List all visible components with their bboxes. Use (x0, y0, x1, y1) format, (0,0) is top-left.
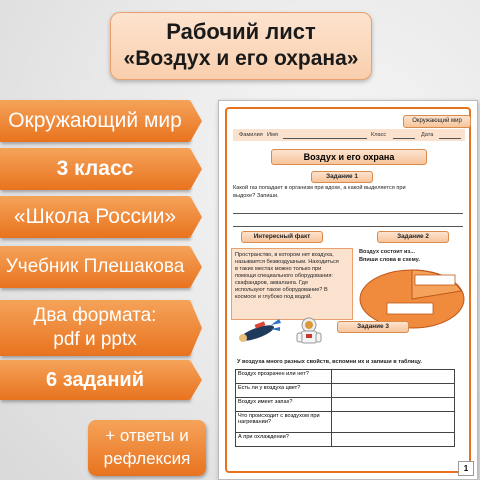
tag-formats-line-2: pdf и pptx (53, 329, 137, 350)
tag-formats (0, 300, 190, 356)
title-line-2: «Воздух и его охрана» (123, 47, 359, 70)
field-class: Класс (371, 132, 387, 138)
task-3-label: Задание 3 (337, 321, 409, 333)
astronaut-icon (297, 318, 321, 343)
fact-line: используют такое оборудование? В (235, 287, 328, 293)
title-box (110, 12, 372, 80)
field-surname: Фамилия (239, 132, 263, 138)
fact-line: Пространство, в котором нет воздуха, (235, 252, 334, 258)
table-question: Воздух имеет запах? (236, 398, 332, 411)
worksheet-title: Воздух и его охрана (271, 149, 427, 165)
task-2-label: Задание 2 (377, 231, 449, 243)
tag-grade-label: 3 класс (56, 157, 134, 180)
table-question: Есть ли у воздуха цвет? (236, 384, 332, 397)
tag-textbook (0, 246, 190, 288)
pie-answer-box (415, 275, 455, 285)
tag-program (0, 196, 190, 238)
field-name: Имя (267, 132, 278, 138)
table-row (235, 383, 455, 398)
diver-icon (238, 319, 281, 344)
tag-textbook-label: Учебник Плешакова (5, 256, 185, 277)
task-2-text-1: Воздух состоит из... (359, 249, 415, 255)
worksheet-frame (225, 107, 471, 473)
fact-line: называется безвоздушным. Находиться (235, 259, 339, 265)
table-row (235, 432, 455, 447)
table-question: Воздух прозрачен или нет? (236, 370, 332, 383)
table-question: Что происходит с воздухом при нагревании? (236, 412, 332, 432)
fact-label: Интересный факт (241, 231, 323, 243)
page-number: 1 (458, 461, 474, 476)
tag-tasks-label: 6 заданий (46, 369, 144, 391)
tag-tasks (0, 360, 190, 400)
task-1-label: Задание 1 (311, 171, 373, 183)
tag-program-label: «Школа России» (13, 205, 177, 228)
field-date: Дата (421, 132, 434, 138)
diver-astronaut-illustration (235, 311, 335, 347)
worksheet-preview (218, 100, 478, 480)
task-1-answer-line (233, 213, 463, 214)
fact-box (231, 248, 353, 320)
tag-formats-line-1: Два формата: (33, 305, 157, 326)
task-2-text-2: Впиши слова в схему. (359, 257, 420, 263)
table-row (235, 411, 455, 433)
table-question: А при охлаждении? (236, 433, 332, 446)
tag-answers (88, 420, 206, 476)
table-row (235, 397, 455, 412)
fact-line: в таких местах можно только при (235, 266, 322, 272)
task-3-text: У воздуха много разных свойств, вспомни их и запиши в таблицу. (237, 359, 422, 365)
table-row (235, 369, 455, 384)
title-line-1: Рабочий лист (166, 19, 316, 44)
fact-line: скафандров, акваланга. Где (235, 280, 309, 286)
worksheet-subject-tag: Окружающий мир (403, 115, 471, 128)
task-1-answer-line (233, 226, 463, 227)
tag-subject (0, 100, 190, 142)
tag-grade (0, 148, 190, 190)
fact-line: помощи специального оборудования: (235, 273, 333, 279)
tag-subject-label: Окружающий мир (8, 109, 182, 132)
fact-line: космосе и глубоко под водой. (235, 294, 312, 300)
tag-answers-line-1: + ответы и (105, 426, 189, 445)
task-1-text-2: выдохе? Запиши. (233, 193, 279, 199)
worksheet-name-fields (233, 129, 465, 141)
tag-answers-line-2: рефлексия (103, 449, 191, 468)
task-1-text-1: Какой газ попадает в организм при вдохе, а какой выделяется при (233, 185, 406, 191)
pie-answer-box (387, 303, 433, 314)
